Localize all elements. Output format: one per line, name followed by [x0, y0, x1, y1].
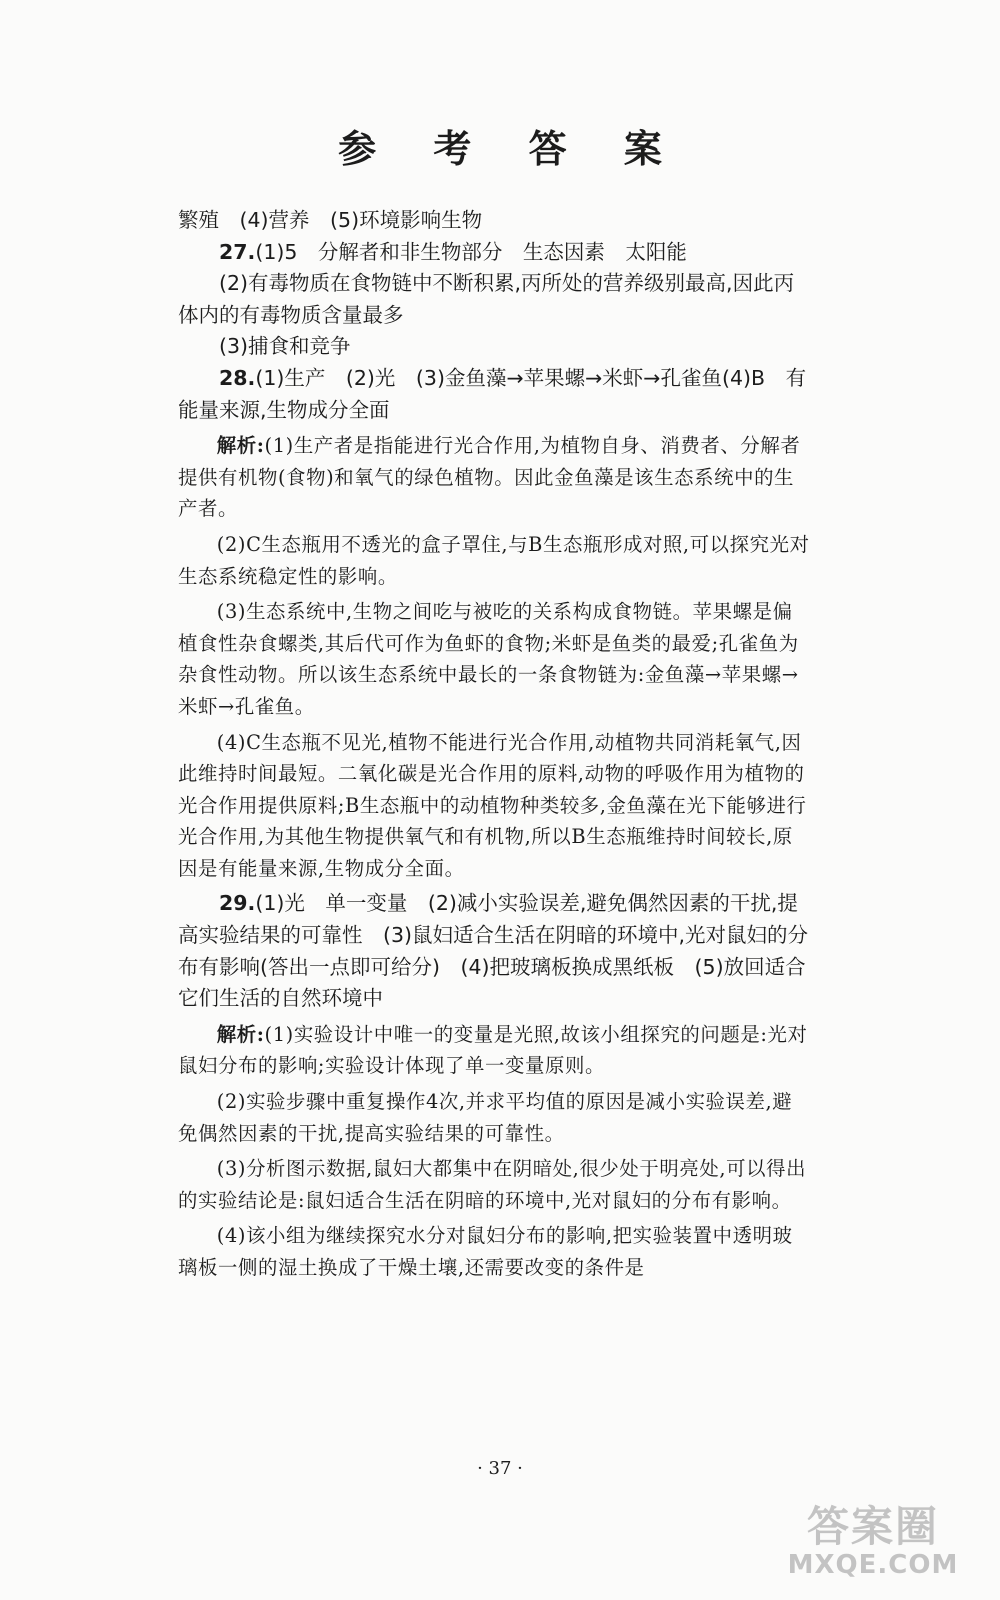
q29-answer [178, 888, 810, 1014]
q28-explanation-1-text: (1)生产者是指能进行光合作用,为植物自身、消费者、分解者提供有机物(食物)和氧气的绿色植物。因此金鱼藻是该生态系统中的生产者。 [178, 434, 801, 521]
page-title: 参 考 答 案 [338, 126, 684, 171]
watermark-logo: 答案圈 [806, 1502, 939, 1551]
q29-explanation-1 [178, 1019, 810, 1082]
q29-explanation-4: (4)该小组为继续探究水分对鼠妇分布的影响,把实验装置中透明玻璃板一侧的湿土换成了干燥土壤,还需要改变的条件是 [178, 1224, 793, 1279]
q27-answer-3: (3)捕食和竞争 [219, 334, 351, 359]
continued-answer-line: 繁殖 (4)营养 (5)环境影响生物 [178, 208, 483, 232]
page-number: · 37 · [477, 1458, 523, 1479]
q29-answer-text: (1)光 单一变量 (2)减小实验误差,避免偶然因素的干扰,提高实验结果的可靠性 (3)鼠妇适合生活在阴暗的环境中,光对鼠妇的分布有影响(答出一点即可给分) (4)把玻璃板换成黑纸板 (5)放回适合它们生活的自然环境中 [178, 891, 809, 1011]
q27-answer-2: (2)有毒物质在食物链中不断积累,丙所处的营养级别最高,因此丙体内的有毒物质含量最多 [178, 271, 795, 327]
q29-explanation-2: (2)实验步骤中重复操作4次,并求平均值的原因是减小实验误差,避免偶然因素的干扰,提高实验结果的可靠性。 [178, 1090, 793, 1145]
q28-explanation-1 [178, 430, 810, 525]
q29-number: 29. [219, 891, 256, 916]
q29-explanation-label: 解析: [216, 1022, 265, 1046]
answer-body [178, 205, 810, 1284]
watermark [768, 1494, 978, 1594]
q28-explanation-2: (2)C生态瓶用不透光的盒子罩住,与B生态瓶形成对照,可以探究光对生态系统稳定性的影响。 [178, 532, 810, 588]
q27-answer-1 [178, 237, 810, 269]
q28-explanation-4: (4)C生态瓶不见光,植物不能进行光合作用,动植物共同消耗氧气,因此维持时间最短。二氧化碳是光合作用的原料,动物的呼吸作用为植物的光合作用提供原料;B生态瓶中的动植物种类较多,金鱼藻在光下能够进行光合作用,为其他生物提供氧气和有机物,所以B生态瓶维持时间较长,原因是有能量来源,生物成分全面。 [178, 730, 807, 880]
q28-answer-text: (1)生产 (2)光 (3)金鱼藻→苹果螺→米虾→孔雀鱼(4)B 有能量来源,生物成分全面 [178, 365, 807, 422]
q28-explanation-3: (3)生态系统中,生物之间吃与被吃的关系构成食物链。苹果螺是偏植食性杂食螺类,其后代可作为鱼虾的食物;米虾是鱼类的最爱;孔雀鱼为杂食性动物。所以该生态系统中最长的一条食物链为:金鱼藻→苹果螺→米虾→孔雀鱼。 [178, 600, 799, 718]
q29-explanation-1-text: (1)实验设计中唯一的变量是光照,故该小组探究的问题是:光对鼠妇分布的影响;实验设计体现了单一变量原则。 [178, 1022, 808, 1078]
q29-explanation-3: (3)分析图示数据,鼠妇大都集中在阴暗处,很少处于明亮处,可以得出的实验结论是:鼠妇适合生活在阴暗的环境中,光对鼠妇的分布有影响。 [178, 1157, 807, 1212]
q28-answer [178, 363, 810, 426]
q27-answer-1-text: (1)5 分解者和非生物部分 生态因素 太阳能 [255, 239, 687, 264]
q27-number: 27. [219, 239, 256, 264]
q28-explanation-label: 解析: [216, 434, 265, 458]
watermark-url: MXQE.COM [787, 1550, 959, 1580]
q28-number: 28. [219, 365, 256, 390]
